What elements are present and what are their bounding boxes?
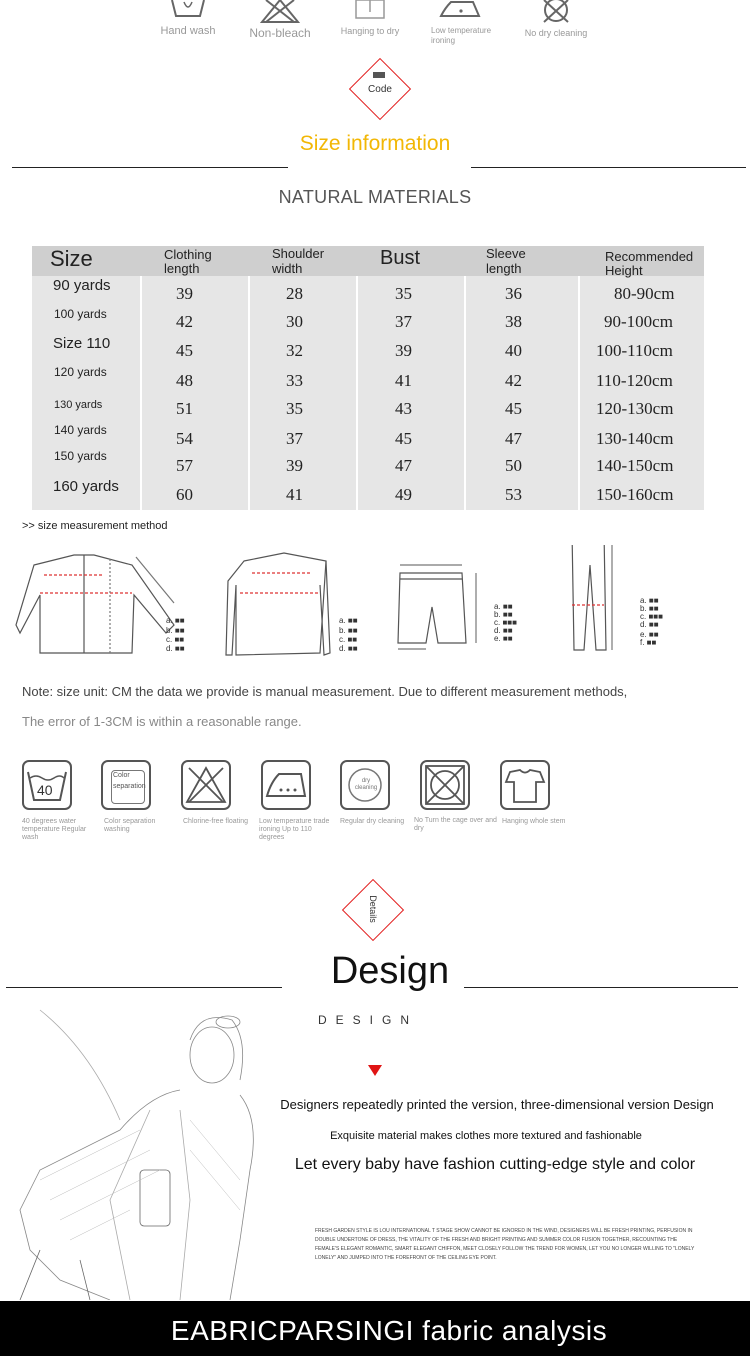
table-cell: 60 [176, 485, 193, 504]
size-cell: 90 yards [53, 277, 111, 294]
care-caption: Chlorine-free floating [183, 818, 248, 825]
svg-text:d. ■■: d. ■■ [494, 626, 513, 635]
table-cell: 28 [286, 284, 303, 303]
svg-text:f. ■■: f. ■■ [640, 638, 657, 647]
shirt-diagram [16, 555, 174, 653]
care-caption: 40 degrees water temperature Regular wash [22, 818, 87, 841]
low-temp-iron-icon [261, 760, 311, 810]
svg-text:d. ■■: d. ■■ [339, 644, 358, 653]
svg-text:b. ■■: b. ■■ [166, 626, 185, 635]
table-cell: 32 [286, 341, 303, 360]
trousers-diagram [572, 545, 612, 650]
svg-text:e. ■■: e. ■■ [494, 634, 513, 643]
table-cell: 54 [176, 429, 193, 448]
table-cell: 38 [505, 312, 522, 331]
size-cell: 160 yards [53, 478, 119, 495]
color-separation-label: Color separation [113, 772, 146, 790]
table-cell: 140-150cm [596, 456, 674, 475]
table-cell: 33 [286, 371, 303, 390]
table-cell: 50 [505, 456, 522, 475]
table-cell: 150-160cm [596, 485, 674, 504]
table-cell: 36 [505, 284, 522, 303]
table-cell: 110-120cm [596, 371, 673, 390]
header-recommended-height: Recommended Height [605, 249, 694, 278]
table-cell: 57 [176, 456, 193, 475]
svg-text:c. ■■: c. ■■ [166, 635, 185, 644]
non-bleach-icon [260, 0, 300, 24]
care-label: Non-bleach [249, 26, 311, 40]
size-cell: 150 yards [54, 449, 107, 463]
hand-wash-icon [168, 0, 208, 22]
care-caption: Color separation washing [104, 818, 156, 833]
table-cell: 40 [505, 341, 522, 360]
regular-dry-clean-icon [340, 760, 390, 810]
svg-text:d. ■■: d. ■■ [640, 620, 659, 629]
size-cell: 100 yards [54, 307, 107, 321]
code-badge-label: Code [368, 84, 392, 95]
care-item-no-dry-clean [511, 0, 601, 38]
col-sep [464, 276, 466, 510]
care-caption: Low temperature trade ironing Up to 110 degrees [259, 818, 330, 841]
table-cell: 35 [286, 399, 303, 418]
table-cell: 51 [176, 399, 193, 418]
table-cell: 39 [286, 456, 303, 475]
size-cell: Size 110 [53, 335, 111, 352]
wash-40-label: 40 [37, 782, 53, 798]
size-cell: 140 yards [54, 423, 107, 437]
sweater-diagram [226, 553, 330, 655]
care-label: Hand wash [160, 25, 216, 37]
measurement-method-label: >> size measurement method [22, 520, 168, 532]
svg-text:e. ■■: e. ■■ [640, 630, 659, 639]
care-item-low-temp-iron [415, 0, 505, 46]
hanging-dry-icon [350, 0, 390, 22]
svg-text:c. ■■■: c. ■■■ [494, 618, 517, 627]
natural-materials-label: NATURAL MATERIALS [278, 187, 472, 207]
header-sleeve-length: Sleeve length [486, 246, 526, 276]
care-item-hand-wash [143, 0, 233, 37]
down-arrow-icon [368, 1065, 382, 1076]
table-cell: 41 [395, 371, 412, 390]
top-care-icons [150, 0, 610, 56]
col-sep [356, 276, 358, 510]
care-label: Hanging to dry [340, 26, 400, 36]
table-cell: 47 [395, 456, 412, 475]
chlorine-free-icon [181, 760, 231, 810]
measurement-diagrams [14, 545, 704, 665]
svg-text:c. ■■■: c. ■■■ [640, 612, 663, 621]
svg-text:d. ■■: d. ■■ [166, 644, 185, 653]
table-cell: 30 [286, 312, 303, 331]
no-tumble-dry-icon [420, 760, 470, 810]
table-cell: 100-110cm [596, 341, 673, 360]
header-shoulder-width: Shoulder width [272, 246, 325, 276]
svg-text:b. ■■: b. ■■ [640, 604, 659, 613]
table-cell: 35 [395, 284, 412, 303]
details-badge-label: Details [368, 895, 378, 923]
table-cell: 120-130cm [596, 399, 674, 418]
table-cell: 49 [395, 485, 412, 504]
fabric-analysis-banner [0, 1301, 750, 1356]
divider-right [471, 167, 746, 168]
design-line-2: Exquisite material makes clothes more textured and fashionable [330, 1130, 642, 1142]
divider-left [12, 167, 288, 168]
care-label: Low temperature ironing [431, 26, 492, 45]
fabric-analysis-title: EABRICPARSINGI fabric analysis [170, 1315, 608, 1346]
table-cell: 43 [395, 399, 412, 418]
table-cell: 130-140cm [596, 429, 674, 448]
svg-text:c. ■■: c. ■■ [339, 635, 358, 644]
hanging-whole-stem-icon [500, 760, 550, 810]
care-caption: Hanging whole stem [502, 818, 566, 825]
size-cell: 120 yards [54, 365, 107, 379]
design-subtitle: DESIGN [318, 1013, 419, 1027]
table-cell: 48 [176, 371, 193, 390]
size-info-title: Size information [299, 132, 451, 155]
table-cell: 47 [505, 429, 522, 448]
table-cell: 53 [505, 485, 522, 504]
low-temp-iron-icon [437, 0, 483, 22]
shorts-diagram [398, 565, 476, 649]
design-title: Design [330, 950, 450, 992]
svg-text:a. ■■: a. ■■ [166, 616, 185, 625]
size-cell: 130 yards [54, 399, 103, 411]
barcode-icon [373, 72, 385, 78]
table-cell: 90-100cm [604, 312, 673, 331]
table-cell: 45 [505, 399, 522, 418]
table-cell: 42 [176, 312, 193, 331]
fashion-sketch-illustration [0, 1000, 270, 1300]
dry-clean-label: dry cleaning [354, 778, 378, 791]
header-bust: Bust [380, 247, 421, 269]
care-item-hanging-dry [325, 0, 415, 36]
table-cell: 37 [395, 312, 412, 331]
note-line-2: The error of 1-3CM is within a reasonable range. [22, 714, 302, 729]
design-small-print: FRESH GARDEN STYLE IS LOU INTERNATIONAL T STAGE SHOW CANNOT BE IGNORED IN THE WIND, DESIGNERS WILL BE FRESH PRINTING, PERFUSION IN DOUBLE UNDERTONE OF DRESS, THE VITALITY OF THE FRESH AND BRIGHT PRINTING AND SUMMER COLOR FUSION TOGETHER, RECOUNTING THE FEMALE'S ELEGANT ROMANTIC, SMART ELEGANT CHIFFON, MEET CLOSELY FOLLOW THE TREND FOR WOMEN, LET YOU NO LONGER WILLING TO "LONELY LONELY" AND JUMPED INTO THE FOREFRONT OF THE CEILING EYE POINT. [315, 1228, 695, 1261]
care-caption: No Turn the cage over and dry [414, 817, 497, 832]
design-line-1: Designers repeatedly printed the version, three-dimensional version Design [280, 1097, 714, 1112]
table-cell: 41 [286, 485, 303, 504]
table-cell: 39 [395, 341, 412, 360]
table-cell: 80-90cm [614, 284, 675, 303]
svg-text:b. ■■: b. ■■ [494, 610, 513, 619]
care-item-non-bleach [235, 0, 325, 38]
table-cell: 39 [176, 284, 193, 303]
care-caption: Regular dry cleaning [340, 818, 405, 825]
col-sep [578, 276, 580, 510]
no-dry-clean-icon [536, 0, 576, 24]
svg-text:a. ■■: a. ■■ [494, 602, 513, 611]
color-separation-icon [101, 760, 151, 810]
svg-text:b. ■■: b. ■■ [339, 626, 358, 635]
care-label: No dry cleaning [524, 28, 588, 38]
col-sep [140, 276, 142, 510]
header-clothing-length: Clothing length [164, 247, 212, 276]
wash-40-icon [22, 760, 72, 810]
table-header-row [32, 246, 704, 276]
table-cell: 45 [395, 429, 412, 448]
svg-text:a. ■■: a. ■■ [640, 596, 659, 605]
col-sep [248, 276, 250, 510]
note-line-1: Note: size unit: CM the data we provide is manual measurement. Due to different measurement methods, [22, 684, 628, 699]
table-cell: 45 [176, 341, 193, 360]
svg-text:a. ■■: a. ■■ [339, 616, 358, 625]
table-cell: 37 [286, 429, 303, 448]
table-cell: 42 [505, 371, 522, 390]
header-size: Size [50, 246, 93, 271]
size-table [32, 246, 704, 510]
design-line-3: Let every baby have fashion cutting-edge style and color [294, 1156, 696, 1173]
